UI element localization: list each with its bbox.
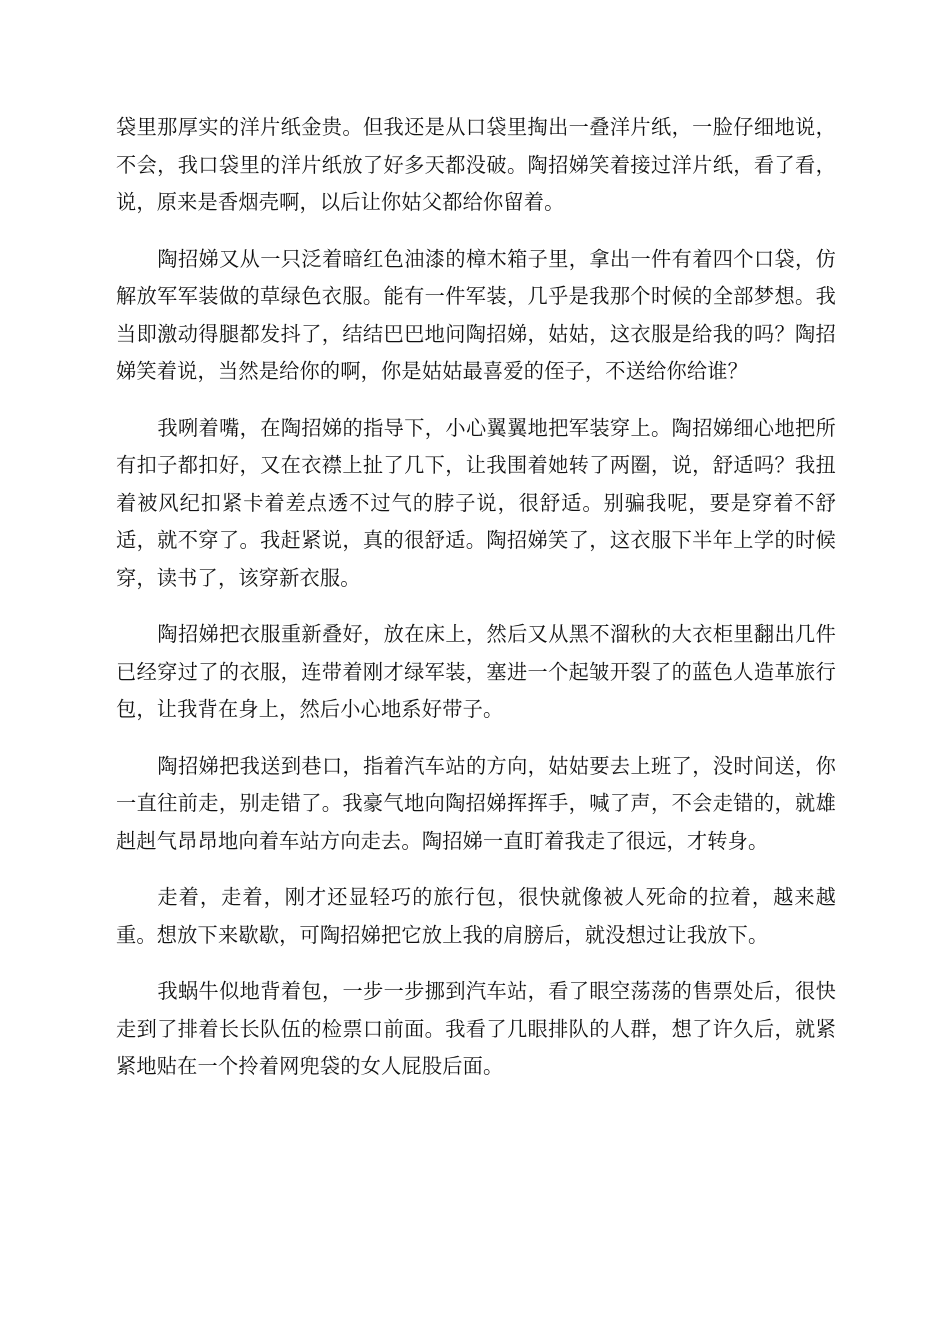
paragraph-1: 袋里那厚实的洋片纸金贵。但我还是从口袋里掏出一叠洋片纸，一脸仔细地说，不会，我口袋里的洋片纸放了好多天都没破。陶招娣笑着接过洋片纸，看了看，说，原来是香烟壳啊，以后让你姑父都给你留着。 xyxy=(116,115,836,214)
paragraph-2: 陶招娣又从一只泛着暗红色油漆的樟木箱子里，拿出一件有着四个口袋，仿解放军军装做的草绿色衣服。能有一件军装，几乎是我那个时候的全部梦想。我当即激动得腿都发抖了，结结巴巴地问陶招娣，姑姑，这衣服是给我的吗？陶招娣笑着说，当然是给你的啊，你是姑姑最喜爱的侄子，不送给你给谁？ xyxy=(116,246,836,383)
document-body xyxy=(116,109,836,1105)
paragraph-3: 我咧着嘴，在陶招娣的指导下，小心翼翼地把军装穿上。陶招娣细心地把所有扣子都扣好，又在衣襟上扯了几下，让我围着她转了两圈，说，舒适吗？我扭着被风纪扣紧卡着差点透不过气的脖子说，很舒适。别骗我呢，要是穿着不舒适，就不穿了。我赶紧说，真的很舒适。陶招娣笑了，这衣服下半年上学的时候穿，读书了，该穿新衣服。 xyxy=(116,415,836,590)
paragraph-7: 我蜗牛似地背着包，一步一步挪到汽车站，看了眼空荡荡的售票处后，很快走到了排着长长队伍的检票口前面。我看了几眼排队的人群，想了许久后，就紧紧地贴在一个拎着网兜袋的女人屁股后面。 xyxy=(116,979,836,1078)
paragraph-5: 陶招娣把我送到巷口，指着汽车站的方向，姑姑要去上班了，没时间送，你一直往前走，别走错了。我豪气地向陶招娣挥挥手，喊了声，不会走错的，就雄赳赳气昂昂地向着车站方向走去。陶招娣一直盯着我走了很远，才转身。 xyxy=(116,753,836,853)
paragraph-6: 走着，走着，刚才还显轻巧的旅行包，很快就像被人死命的拉着，越来越重。想放下来歇歇，可陶招娣把它放上我的肩膀后，就没想过让我放下。 xyxy=(116,885,836,947)
paragraph-4: 陶招娣把衣服重新叠好，放在床上，然后又从黑不溜秋的大衣柜里翻出几件已经穿过了的衣服，连带着刚才绿军装，塞进一个起皱开裂了的蓝色人造革旅行包，让我背在身上，然后小心地系好带子。 xyxy=(116,622,836,721)
